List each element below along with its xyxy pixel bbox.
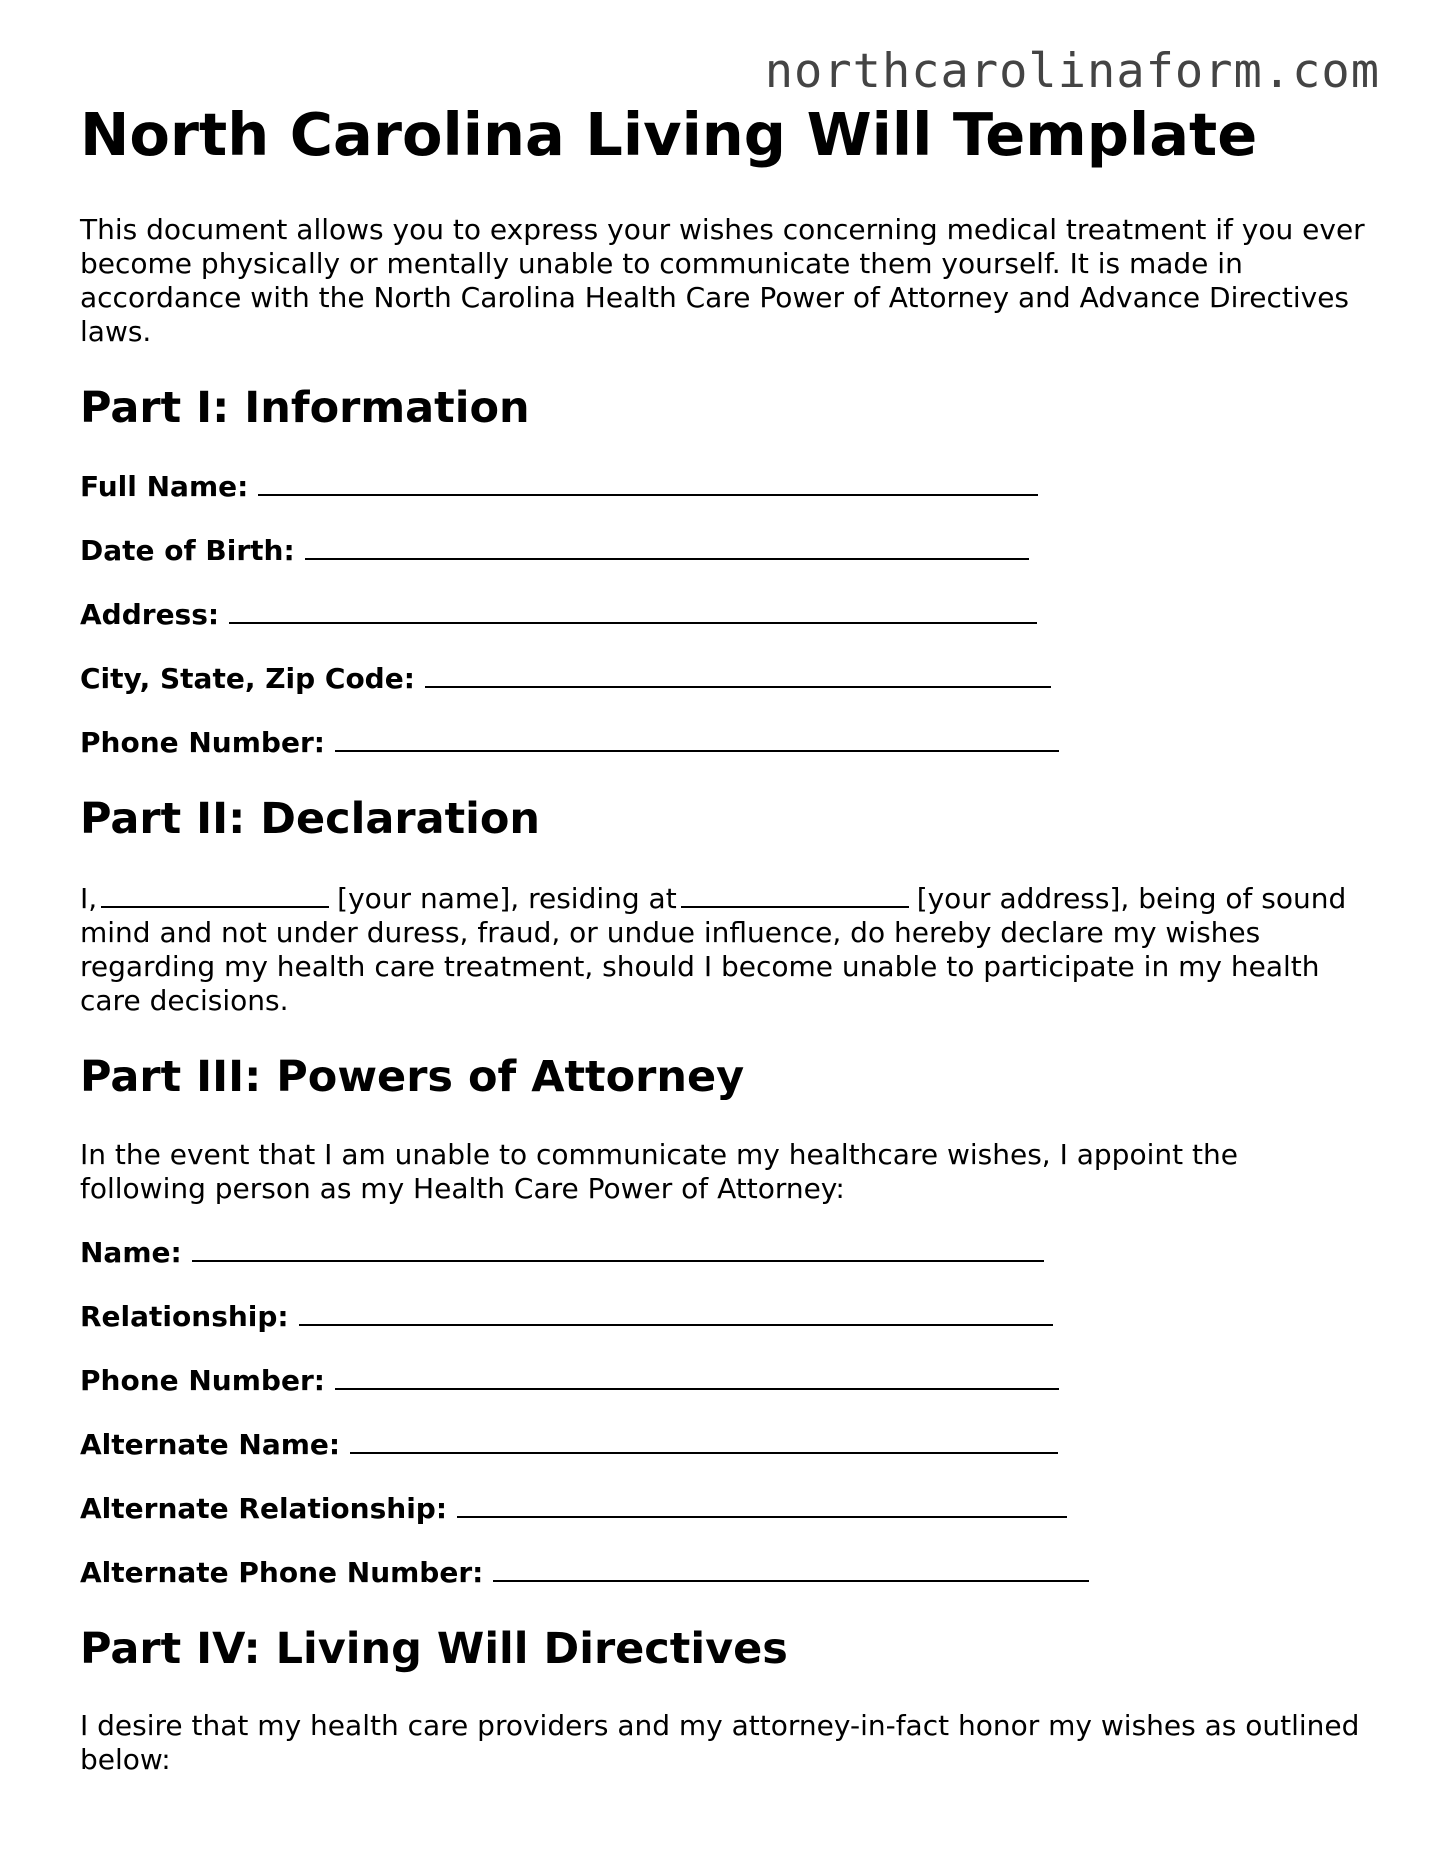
agent-relationship-label: Relationship:	[80, 1299, 289, 1333]
address-label: Address:	[80, 598, 220, 632]
site-watermark: northcarolinaform.com	[764, 44, 1380, 99]
alternate-phone-label: Alternate Phone Number:	[80, 1555, 484, 1589]
agent-relationship-field	[80, 1298, 1370, 1334]
city-state-zip-label: City, State, Zip Code:	[80, 662, 415, 696]
declaration-paragraph	[80, 880, 1370, 1018]
full-name-label: Full Name:	[80, 470, 249, 504]
part1-heading: Part I: Information	[80, 382, 530, 433]
poa-intro-paragraph: In the event that I am unable to communicate my healthcare wishes, I appoint the following person as my Health Care Power of Attorney:	[80, 1137, 1238, 1205]
alternate-name-blank[interactable]	[350, 1426, 1058, 1454]
alternate-name-label: Alternate Name:	[80, 1427, 341, 1461]
city-state-zip-blank[interactable]	[425, 660, 1051, 688]
directives-intro-paragraph: I desire that my health care providers and my attorney-in-fact honor my wishes as outlined below:	[80, 1709, 1360, 1777]
part2-heading: Part II: Declaration	[80, 794, 541, 845]
dob-label: Date of Birth:	[80, 534, 295, 568]
full-name-field	[80, 468, 1370, 504]
agent-name-label: Name:	[80, 1235, 182, 1269]
declaration-address-blank[interactable]	[681, 880, 909, 908]
document-title: North Carolina Living Will Template	[80, 100, 1258, 169]
phone-blank[interactable]	[335, 724, 1059, 752]
alternate-phone-blank[interactable]	[493, 1554, 1089, 1582]
agent-name-field	[80, 1234, 1370, 1270]
agent-phone-blank[interactable]	[335, 1362, 1059, 1390]
agent-name-blank[interactable]	[192, 1234, 1044, 1262]
document-page	[80, 100, 1370, 1777]
intro-paragraph: This document allows you to express your wishes concerning medical treatment if you ever become physically or mentally unable to communicate them yourself. It is made in accordance with the North Carolina Health Care Power of Attorney and Advance Directives laws.	[80, 212, 1365, 348]
part4-heading: Part IV: Living Will Directives	[80, 1623, 788, 1674]
dob-field	[80, 532, 1370, 568]
agent-phone-field	[80, 1362, 1370, 1398]
declaration-name-blank[interactable]	[101, 880, 329, 908]
declaration-text-c: [your address], being of sound mind and not under duress, fraud, or undue influence, do hereby declare my wishes regarding my health care treatment, should I become unable to participate in my health care decisions.	[80, 881, 1347, 1017]
full-name-blank[interactable]	[258, 468, 1038, 496]
address-blank[interactable]	[229, 596, 1037, 624]
agent-phone-label: Phone Number:	[80, 1363, 325, 1397]
dob-blank[interactable]	[305, 532, 1029, 560]
address-field	[80, 596, 1370, 632]
phone-label: Phone Number:	[80, 726, 325, 760]
declaration-text-a: I,	[80, 881, 98, 915]
declaration-text-b: [your name], residing at	[337, 881, 677, 915]
alternate-phone-field	[80, 1554, 1370, 1590]
alternate-relationship-blank[interactable]	[457, 1490, 1067, 1518]
phone-field	[80, 724, 1370, 760]
part3-heading: Part III: Powers of Attorney	[80, 1051, 745, 1102]
alternate-relationship-field	[80, 1490, 1370, 1526]
alternate-relationship-label: Alternate Relationship:	[80, 1491, 448, 1525]
alternate-name-field	[80, 1426, 1370, 1462]
agent-relationship-blank[interactable]	[299, 1298, 1053, 1326]
city-state-zip-field	[80, 660, 1370, 696]
